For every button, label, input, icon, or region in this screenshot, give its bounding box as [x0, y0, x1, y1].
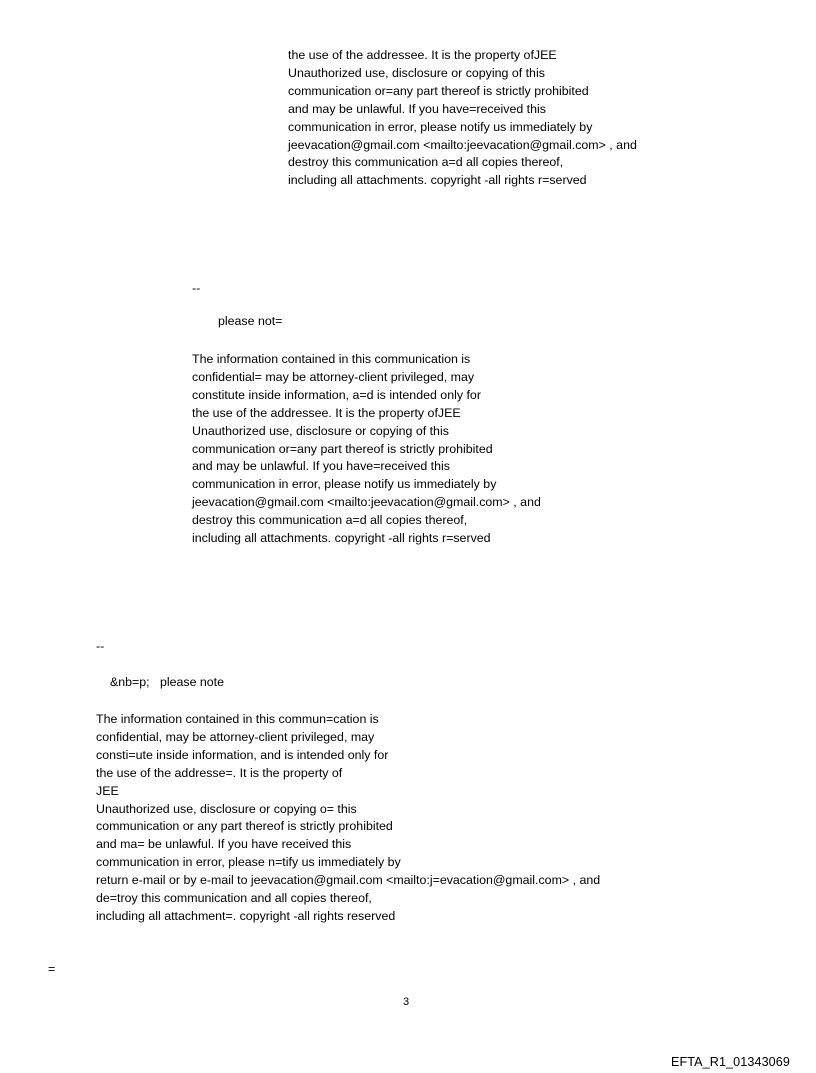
text-line: confidential= may be attorney-client privileged, may: [192, 369, 475, 384]
text-line: JEE: [96, 783, 119, 798]
text-line: Unauthorized use, disclosure or copying of this: [192, 423, 449, 438]
please-note-heading: please not=: [218, 314, 283, 328]
text-line: communication in error, please n=tify us immediately by: [96, 855, 401, 870]
document-id: EFTA_R1_01343069: [671, 1055, 790, 1069]
text-line: destroy this communication a=d all copies thereof,: [288, 155, 564, 170]
text-line: including all attachments. copyright -all rights r=served: [192, 531, 491, 546]
text-line: confidential, may be attorney-client privileged, may: [96, 729, 375, 744]
quoted-disclaimer-level-1: [192, 351, 541, 548]
text-line: and may be unlawful. If you have=received this: [288, 101, 546, 116]
text-line: communication in error, please notify us immediately by: [192, 477, 497, 492]
text-line: return e-mail or by e-mail to jeevacation@gmail.com <mailto:j=evacation@gmail.com> , and: [96, 873, 601, 888]
disclaimer-paragraph: [96, 711, 600, 926]
quote-separator: --: [192, 281, 201, 295]
text-line: including all attachment=. copyright -all rights reserved: [96, 908, 396, 923]
text-line: communication or any part thereof is strictly prohibited: [96, 819, 393, 834]
text-line: and ma= be unlawful. If you have received this: [96, 837, 352, 852]
text-line: jeevacation@gmail.com <mailto:jeevacation@gmail.com> , and: [288, 137, 637, 152]
text-line: Unauthorized use, disclosure or copying of this: [288, 65, 545, 80]
text-line: the use of the addressee. It is the property ofJEE: [288, 48, 557, 62]
text-line: and may be unlawful. If you have=received this: [192, 459, 450, 474]
text-line: Unauthorized use, disclosure or copying o= this: [96, 801, 357, 816]
page-number: 3: [403, 996, 410, 1008]
text-line: communication or=any part thereof is strictly prohibited: [288, 83, 589, 98]
text-line: de=troy this communication and all copies thereof,: [96, 891, 372, 906]
text-line: destroy this communication a=d all copies thereof,: [192, 513, 468, 528]
quoted-disclaimer-level-2: [288, 47, 637, 190]
please-note-heading: &nb=p; please note: [110, 675, 225, 689]
text-line: jeevacation@gmail.com <mailto:jeevacation@gmail.com> , and: [192, 495, 541, 510]
text-line: the use of the addressee. It is the property ofJEE: [192, 405, 461, 420]
text-line: communication in error, please notify us immediately by: [288, 119, 593, 134]
soft-break-marker: =: [48, 962, 56, 976]
text-line: The information contained in this communication is: [192, 352, 471, 366]
text-line: including all attachments. copyright -all rights r=served: [288, 173, 587, 188]
text-line: constitute inside information, a=d is intended only for: [192, 387, 481, 402]
text-line: consti=ute inside information, and is intended only for: [96, 747, 389, 762]
quote-separator: --: [96, 639, 105, 653]
text-line: communication or=any part thereof is strictly prohibited: [192, 441, 493, 456]
text-line: The information contained in this commun=cation is: [96, 712, 379, 726]
text-line: the use of the addresse=. It is the property of: [96, 765, 343, 780]
